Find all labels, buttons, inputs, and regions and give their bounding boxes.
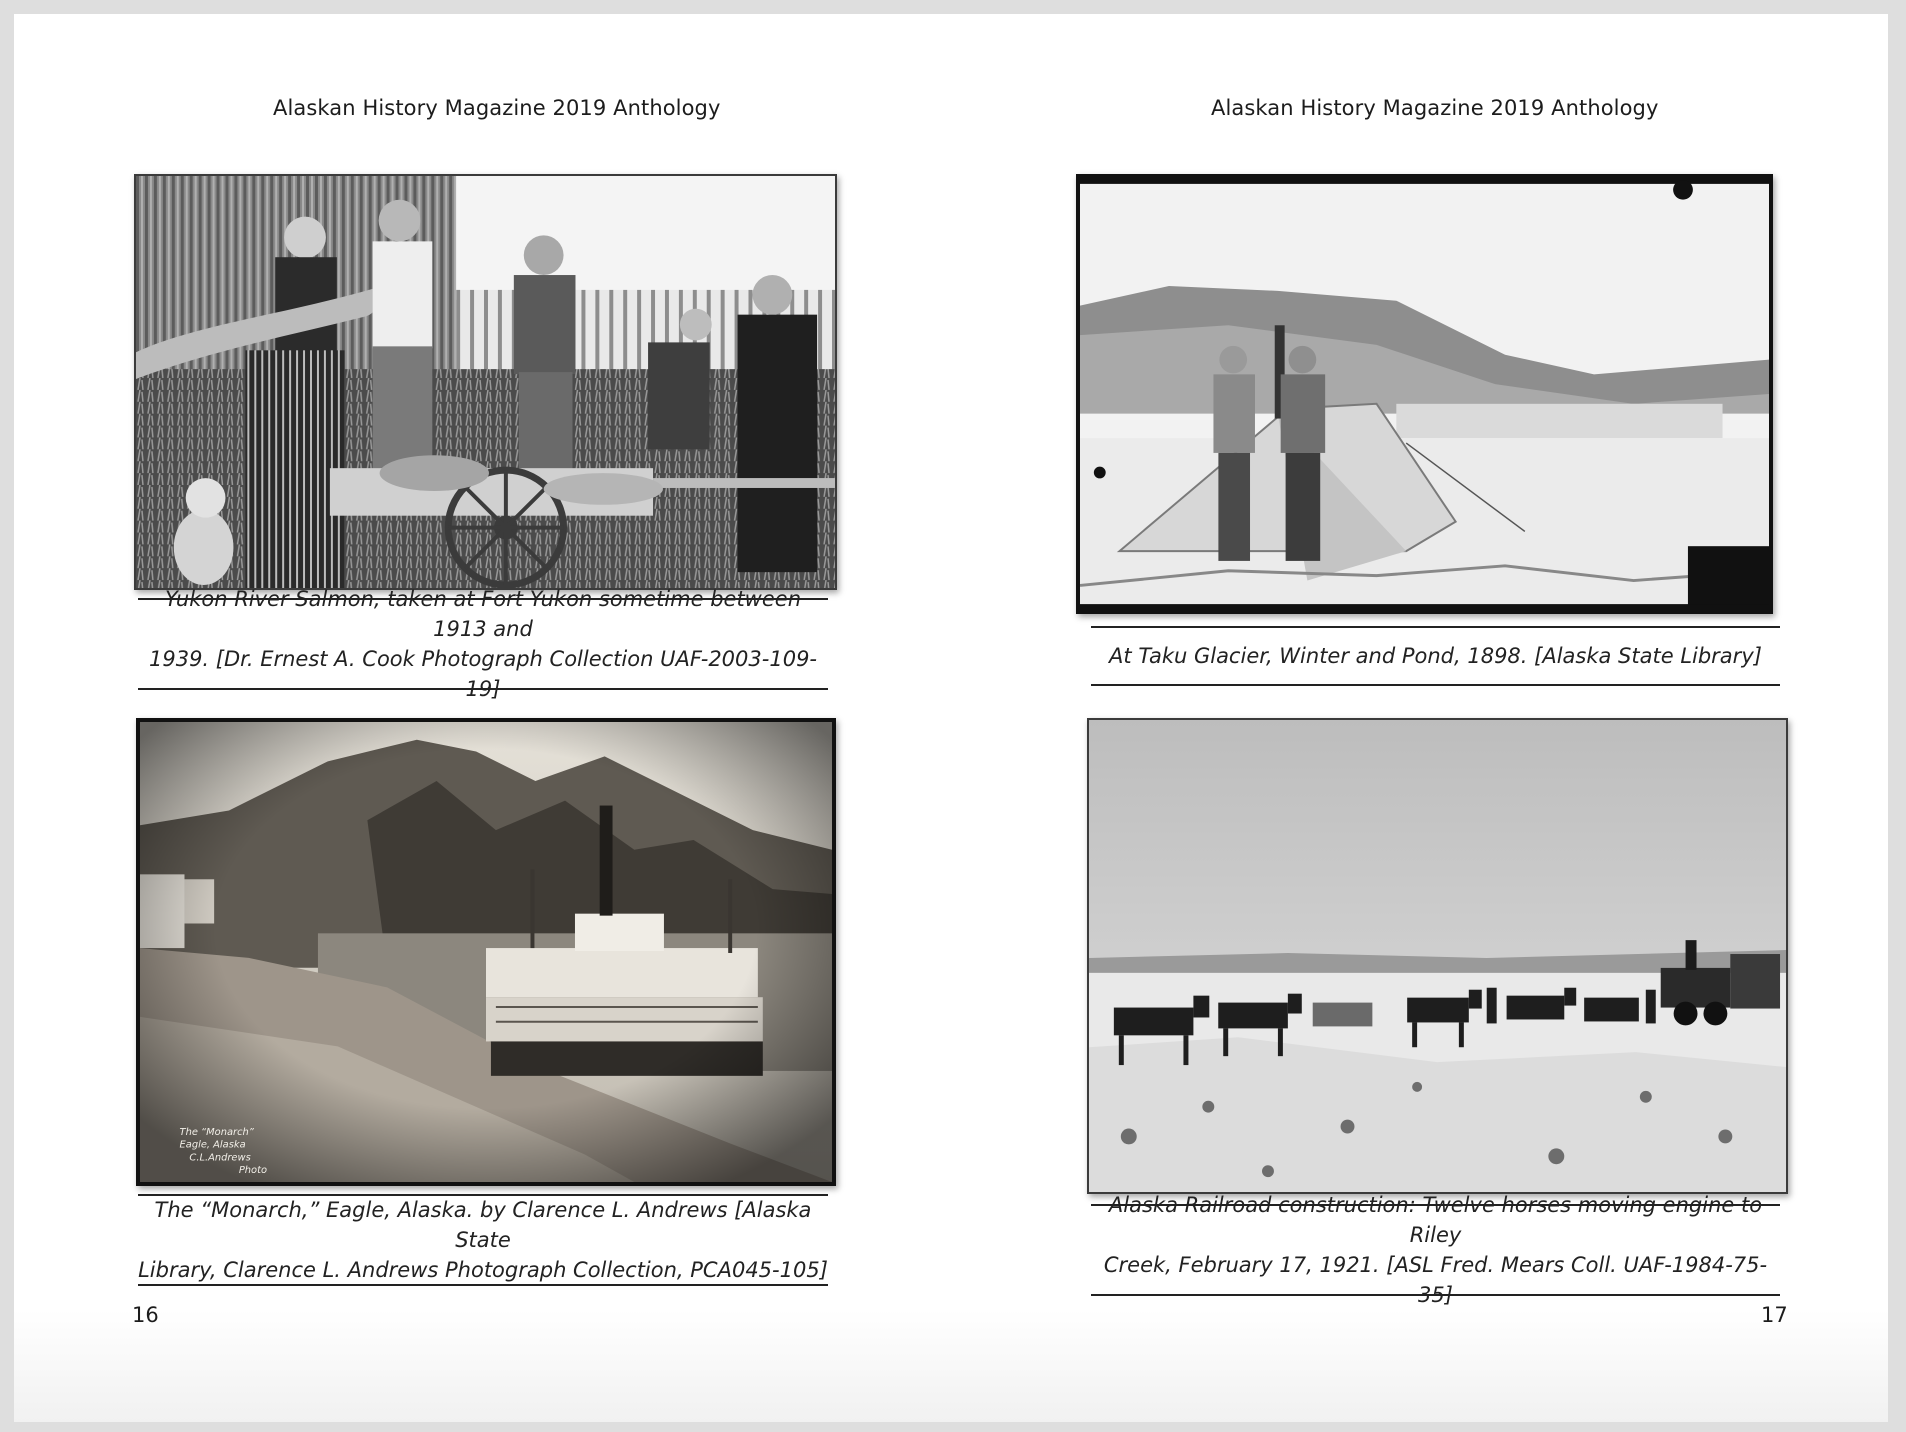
caption-line: Library, Clarence L. Andrews Photograph Collection, PCA045-105]: [138, 1258, 828, 1282]
photo-inscription: Eagle, Alaska: [179, 1139, 246, 1151]
caption-line: Yukon River Salmon, taken at Fort Yukon sometime between 1913 and: [165, 587, 801, 641]
caption-monarch-steamboat: [138, 1194, 828, 1286]
monarch-photo-image: [140, 722, 832, 1182]
caption-line: Creek, February 17, 1921. [ASL Fred. Mears Coll. UAF-1984-75-35]: [1103, 1253, 1768, 1307]
left-page: [14, 14, 951, 1422]
photo-taku-glacier: [1076, 174, 1773, 614]
right-page: [951, 14, 1888, 1422]
photo-yukon-river-salmon: [134, 174, 837, 590]
caption-line: The “Monarch,” Eagle, Alaska. by Clarence L. Andrews [Alaska State: [154, 1198, 812, 1252]
caption-line: 1939. [Dr. Ernest A. Cook Photograph Collection UAF-2003-109-19]: [148, 647, 818, 701]
running-header: Alaskan History Magazine 2019 Anthology: [1211, 96, 1659, 120]
running-header: Alaskan History Magazine 2019 Anthology: [273, 96, 721, 120]
photo-inscription: Photo: [238, 1165, 268, 1177]
caption-taku-glacier: [1091, 626, 1780, 686]
caption-line: At Taku Glacier, Winter and Pond, 1898. [Alaska State Library]: [1109, 644, 1762, 668]
page-number: 17: [1761, 1303, 1788, 1327]
caption-alaska-railroad: [1091, 1193, 1780, 1307]
photo-monarch-steamboat: [136, 718, 836, 1186]
page-number: 16: [132, 1303, 159, 1327]
caption-line: Alaska Railroad construction: Twelve horses moving engine to Riley: [1108, 1193, 1763, 1247]
alaska-railroad-photo-image: [1089, 720, 1786, 1192]
taku-glacier-photo-image: [1080, 178, 1769, 610]
yukon-salmon-photo-image: [136, 176, 835, 588]
photo-inscription: C.L.Andrews: [189, 1152, 251, 1164]
caption-yukon-river-salmon: [138, 587, 828, 701]
book-spread: [14, 14, 1888, 1422]
photo-inscription: The “Monarch”: [179, 1126, 254, 1138]
photo-alaska-railroad: [1087, 718, 1788, 1194]
